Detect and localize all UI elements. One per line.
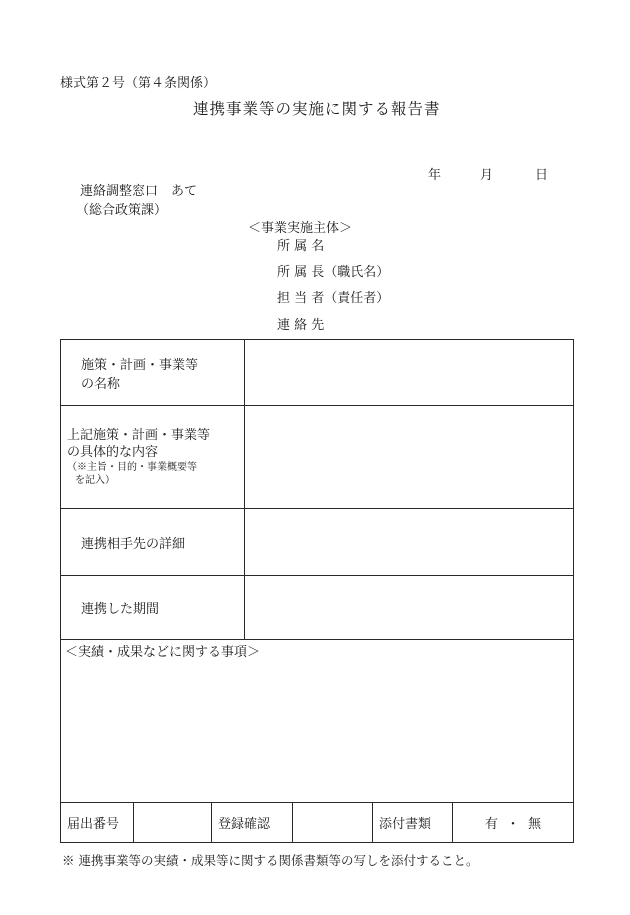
row2-label-line1: 上記施策・計画・事業等: [67, 428, 211, 443]
implementer-contact: 連 絡 先: [277, 318, 325, 333]
row1-label-line2: の名称: [81, 376, 121, 392]
results-section[interactable]: [61, 640, 574, 803]
program-name-field[interactable]: [245, 340, 574, 406]
form-number: 様式第２号（第４条関係）: [60, 76, 217, 91]
row-period-label: 連携した期間: [61, 576, 245, 640]
attachments-no[interactable]: 無: [528, 817, 542, 832]
attachments-separator: ・: [506, 817, 520, 832]
partner-detail-field[interactable]: [245, 509, 574, 576]
filing-number-label: 届出番号: [61, 803, 134, 843]
filing-number-field[interactable]: [134, 803, 212, 843]
attachments-yes[interactable]: 有: [484, 817, 498, 832]
implementer-affiliation: 所 属 名: [277, 239, 325, 254]
addressee-dept: （総合政策課）: [76, 203, 168, 218]
implementer-person: 担 当 者（責任者）: [277, 291, 390, 306]
date-year: 年: [428, 168, 442, 183]
row2-note-line1: （※主旨・目的・事業概要等: [67, 462, 197, 473]
row-program-detail-label: [61, 406, 245, 509]
date-month: 月: [480, 168, 494, 183]
addressee: 連絡調整窓口 あて: [80, 184, 198, 199]
row2-note-line2: を記入）: [75, 475, 115, 486]
attachments-choice[interactable]: [453, 803, 574, 843]
report-table: [60, 339, 574, 803]
row2-label-line2: の具体的な内容: [67, 445, 159, 460]
row-program-name-label: [61, 340, 245, 406]
attachments-label: 添付書類: [373, 803, 453, 843]
implementer-heading: ＜事業実施主体＞: [248, 221, 353, 236]
row1-label-line1: 施策・計画・事業等: [81, 357, 199, 373]
implementer-head: 所 属 長（職氏名）: [277, 265, 390, 280]
row-partner-label: 連携相手先の詳細: [61, 509, 245, 576]
registration-check-field[interactable]: [293, 803, 373, 843]
document-title: 連携事業等の実施に関する報告書: [193, 100, 441, 118]
period-field[interactable]: [245, 576, 574, 640]
program-detail-field[interactable]: [245, 406, 574, 509]
bottom-table: [60, 802, 574, 843]
date-day: 日: [535, 168, 549, 183]
registration-check-label: 登録確認: [212, 803, 293, 843]
results-label: ＜実績・成果などに関する事項＞: [65, 645, 261, 660]
footnote: ※ 連携事業等の実績・成果等に関する関係書類等の写しを添付すること。: [62, 853, 479, 868]
